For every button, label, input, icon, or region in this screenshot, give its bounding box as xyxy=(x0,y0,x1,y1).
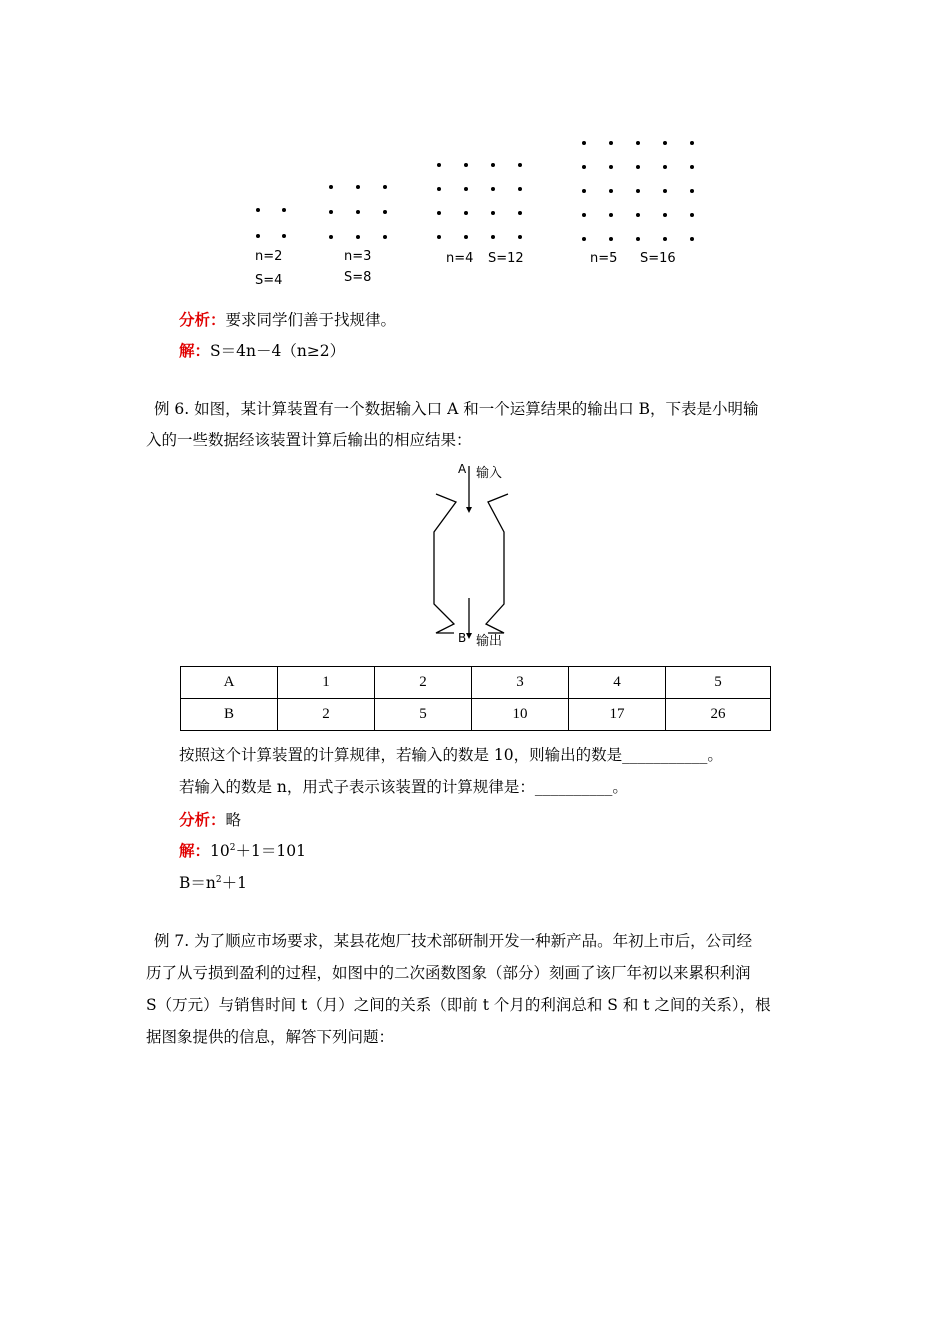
dot xyxy=(437,235,441,239)
formula-rest: ＋1 xyxy=(221,874,247,892)
analysis-label: 分析： xyxy=(179,310,226,329)
dot xyxy=(609,141,613,145)
ex6-question2: 若输入的数是 n，用式子表示该装置的计算规律是：__________。 xyxy=(179,778,628,796)
table-cell: 4 xyxy=(569,667,666,699)
dot xyxy=(282,234,286,238)
dot xyxy=(437,163,441,167)
label-n2: n=2 xyxy=(255,249,283,264)
device-b-label: B xyxy=(458,631,467,645)
dot xyxy=(518,235,522,239)
dot xyxy=(518,163,522,167)
dot xyxy=(437,187,441,191)
dot xyxy=(464,235,468,239)
ex5-analysis xyxy=(179,310,396,330)
table-cell: B xyxy=(181,699,278,731)
solution-exponent: 2 xyxy=(229,842,236,853)
dot xyxy=(663,141,667,145)
ex6-intro-line1: 例 6. 如图，某计算装置有一个数据输入口 A 和一个运算结果的输出口 B，下表是小明输 xyxy=(154,400,759,418)
solution-base: 10 xyxy=(210,842,230,860)
dot xyxy=(636,237,640,241)
formula-base: B＝n xyxy=(179,874,216,892)
ex6-intro-line2: 入的一些数据经该装置计算后输出的相应结果： xyxy=(146,431,472,449)
solution-label: 解： xyxy=(179,341,211,360)
dot xyxy=(383,235,387,239)
computing-device-diagram xyxy=(420,458,530,653)
dot xyxy=(491,235,495,239)
dot xyxy=(582,165,586,169)
table-row-b xyxy=(181,699,771,731)
table-row-a xyxy=(181,667,771,699)
device-output-label: 输出 xyxy=(476,634,503,649)
table-cell: 26 xyxy=(666,699,771,731)
dot xyxy=(636,189,640,193)
dot xyxy=(663,189,667,193)
solution-rest: ＋1＝101 xyxy=(235,842,306,860)
dot xyxy=(582,213,586,217)
ex6-question1: 按照这个计算装置的计算规律，若输入的数是 10，则输出的数是___________。 xyxy=(179,746,723,764)
dot xyxy=(663,237,667,241)
dot xyxy=(582,189,586,193)
dot xyxy=(356,235,360,239)
analysis-text: 略 xyxy=(225,811,242,829)
output-arrow-head xyxy=(466,633,472,639)
dot xyxy=(609,237,613,241)
dot xyxy=(491,163,495,167)
dot xyxy=(518,211,522,215)
dot xyxy=(491,211,495,215)
label-s4: S=4 xyxy=(255,273,283,288)
dot xyxy=(383,185,387,189)
solution-text: S＝4n－4（n≥2） xyxy=(210,342,346,360)
dot xyxy=(690,213,694,217)
device-input-label: 输入 xyxy=(476,466,503,481)
dot xyxy=(690,165,694,169)
ex7-line2: 历了从亏损到盈利的过程，如图中的二次函数图象（部分）刻画了该厂年初以来累积利润 xyxy=(146,964,751,982)
dot xyxy=(464,211,468,215)
table-cell: 5 xyxy=(375,699,472,731)
dot xyxy=(663,213,667,217)
table-cell: 5 xyxy=(666,667,771,699)
label-s8: S=8 xyxy=(344,270,372,285)
analysis-label: 分析： xyxy=(179,810,226,829)
dot xyxy=(609,213,613,217)
solution-label: 解： xyxy=(179,841,211,860)
label-n5: n=5 xyxy=(590,251,618,266)
dot xyxy=(437,211,441,215)
dot xyxy=(329,185,333,189)
dot xyxy=(663,165,667,169)
dot xyxy=(383,210,387,214)
dot xyxy=(282,208,286,212)
dot xyxy=(518,187,522,191)
table-cell: 10 xyxy=(472,699,569,731)
ex7-line1: 例 7. 为了顺应市场要求，某县花炮厂技术部研制开发一种新产品。年初上市后，公司经 xyxy=(154,932,753,950)
dot xyxy=(636,165,640,169)
input-arrow-head xyxy=(466,507,472,513)
device-a-label: A xyxy=(458,462,467,476)
dot xyxy=(690,237,694,241)
dot xyxy=(256,234,260,238)
dot xyxy=(329,235,333,239)
dot xyxy=(636,213,640,217)
dot xyxy=(464,163,468,167)
table-cell: 1 xyxy=(278,667,375,699)
dot xyxy=(356,185,360,189)
dot xyxy=(464,187,468,191)
label-s16: S=16 xyxy=(640,251,676,266)
ex5-solution xyxy=(179,341,345,361)
table-cell: 3 xyxy=(472,667,569,699)
table-cell: 2 xyxy=(375,667,472,699)
dot xyxy=(356,210,360,214)
analysis-text: 要求同学们善于找规律。 xyxy=(225,311,397,329)
dot xyxy=(256,208,260,212)
dot xyxy=(491,187,495,191)
ex7-line3: S（万元）与销售时间 t（月）之间的关系（即前 t 个月的利润总和 S 和 t 之间的关系），根 xyxy=(146,996,771,1014)
table-cell: 2 xyxy=(278,699,375,731)
formula-exponent: 2 xyxy=(215,874,222,885)
label-s12: S=12 xyxy=(488,251,524,266)
dot xyxy=(329,210,333,214)
label-n4: n=4 xyxy=(446,251,474,266)
table-cell: A xyxy=(181,667,278,699)
ex6-analysis xyxy=(179,810,241,830)
table-cell: 17 xyxy=(569,699,666,731)
ex6-solution xyxy=(179,841,306,861)
ex7-line4: 据图象提供的信息，解答下列问题： xyxy=(146,1028,395,1046)
label-n3: n=3 xyxy=(344,249,372,264)
dot xyxy=(582,237,586,241)
ex6-formula xyxy=(179,873,247,893)
results-table xyxy=(180,666,771,731)
dot xyxy=(609,165,613,169)
dot xyxy=(582,141,586,145)
dot xyxy=(609,189,613,193)
dot xyxy=(690,189,694,193)
dot xyxy=(690,141,694,145)
dot xyxy=(636,141,640,145)
